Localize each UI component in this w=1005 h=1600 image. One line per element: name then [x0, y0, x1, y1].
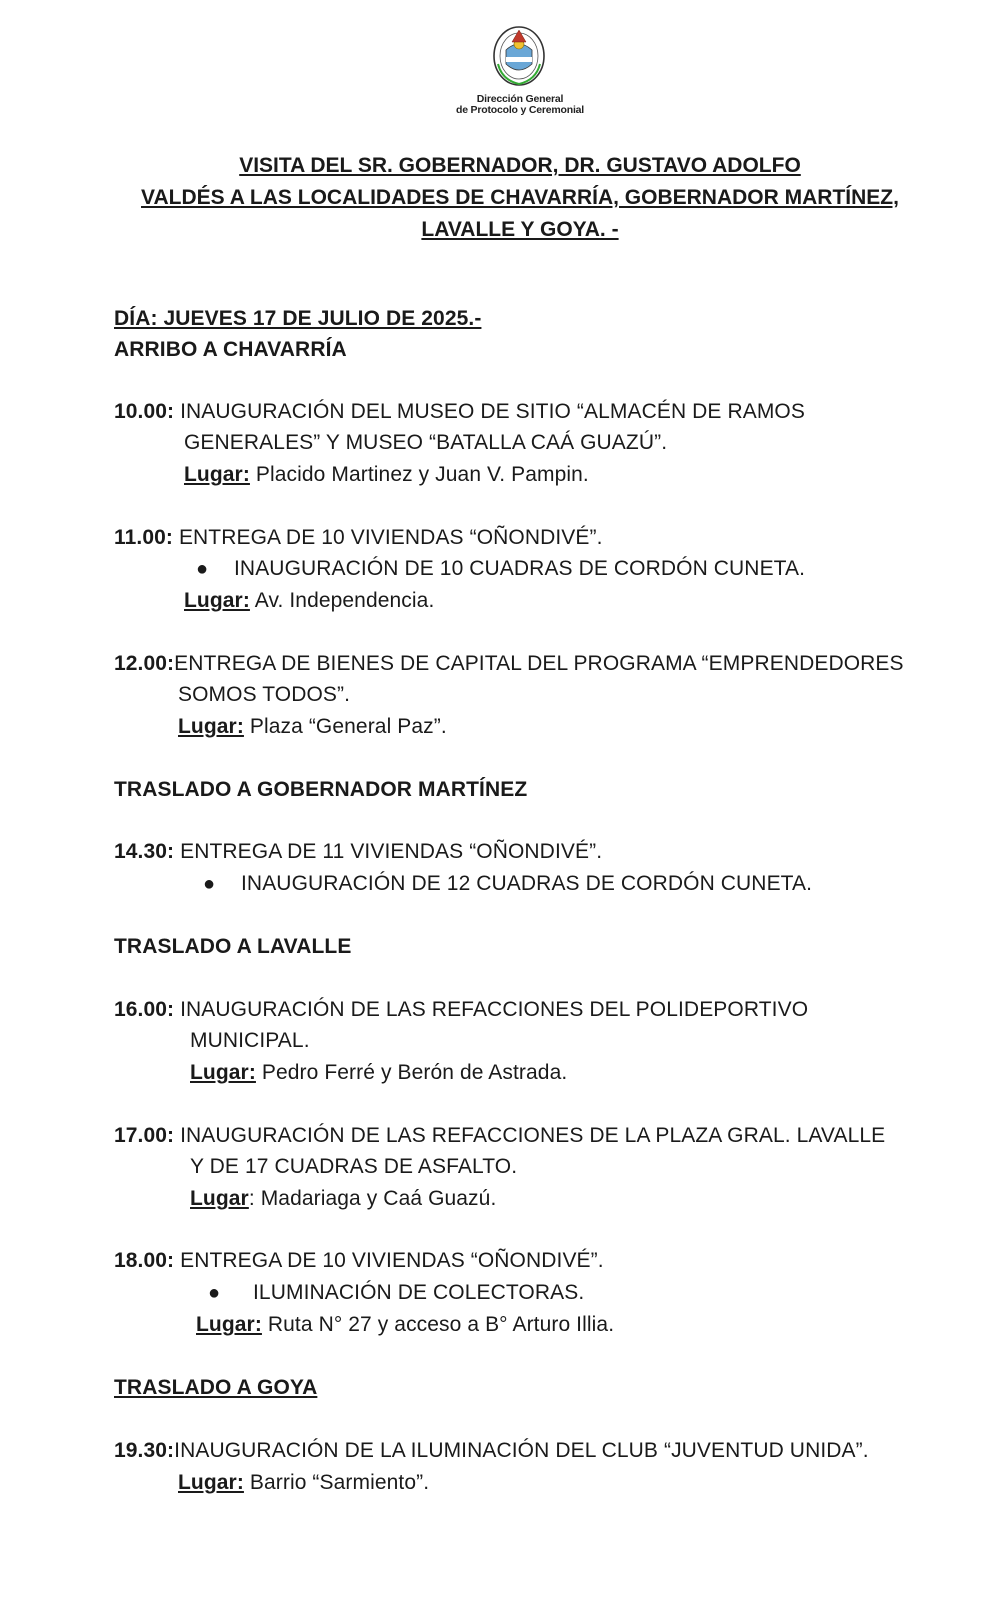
provincial-seal-icon: [490, 20, 548, 88]
document-title: [80, 150, 960, 246]
place-value: Pedro Ferré y Berón de Astrada.: [261, 1061, 568, 1084]
transfer-martinez-heading: TRASLADO A GOBERNADOR MARTÍNEZ: [114, 778, 528, 801]
event-time: 14.30:: [114, 840, 175, 863]
event-1700-line-1: [114, 1124, 885, 1148]
place-label: Lugar:: [184, 463, 250, 486]
event-1200-line-2: SOMOS TODOS”.: [178, 683, 351, 706]
event-1700-line-2: Y DE 17 CUADRAS DE ASFALTO.: [190, 1155, 518, 1178]
event-description: INAUGURACIÓN DEL MUSEO DE SITIO “ALMACÉN DE RAMOS: [180, 400, 805, 423]
event-time: 17.00:: [114, 1124, 175, 1147]
event-description: INAUGURACIÓN DE LA ILUMINACIÓN DEL CLUB “JUVENTUD UNIDA”.: [174, 1439, 869, 1462]
event-1200-line-1: [114, 652, 904, 676]
title-line-2: VALDÉS A LAS LOCALIDADES DE CHAVARRÍA, GOBERNADOR MARTÍNEZ,: [141, 186, 899, 209]
event-time: 19.30:: [114, 1439, 175, 1462]
place-label: Lugar:: [190, 1061, 256, 1084]
event-time: 12.00:: [114, 652, 175, 675]
bullet-icon: ●: [208, 1282, 221, 1304]
arrival-heading: ARRIBO A CHAVARRÍA: [114, 338, 347, 361]
place-label: Lugar:: [196, 1313, 262, 1336]
office-line-1: Dirección General: [476, 93, 564, 105]
event-description: INAUGURACIÓN DE LAS REFACCIONES DEL POLIDEPORTIVO: [180, 998, 809, 1021]
transfer-lavalle-heading: TRASLADO A LAVALLE: [114, 935, 352, 958]
place-label: Lugar:: [178, 715, 244, 738]
event-1100-bullet: INAUGURACIÓN DE 10 CUADRAS DE CORDÓN CUNETA.: [234, 557, 806, 580]
event-1000-line-2: GENERALES” Y MUSEO “BATALLA CAÁ GUAZÚ”.: [184, 431, 668, 454]
place-value: : Madariaga y Caá Guazú.: [248, 1187, 497, 1210]
office-line-2: de Protocolo y Ceremonial: [455, 104, 585, 116]
title-line-3: LAVALLE Y GOYA. -: [421, 218, 619, 241]
event-1600-place: [190, 1061, 567, 1085]
bullet-icon: ●: [203, 873, 216, 895]
event-1700-place: [190, 1187, 496, 1211]
event-1000-place: [184, 463, 589, 487]
place-value: Barrio “Sarmiento”.: [249, 1471, 430, 1494]
event-1930-line-1: [114, 1439, 869, 1463]
event-description: INAUGURACIÓN DE LAS REFACCIONES DE LA PLAZA GRAL. LAVALLE: [180, 1124, 886, 1147]
bullet-icon: ●: [196, 558, 209, 580]
event-1430-bullet: INAUGURACIÓN DE 12 CUADRAS DE CORDÓN CUNETA.: [241, 872, 813, 895]
place-value: Plaza “General Paz”.: [249, 715, 447, 738]
event-time: 16.00:: [114, 998, 175, 1021]
place-label: Lugar:: [184, 589, 250, 612]
event-description: ENTREGA DE 10 VIVIENDAS “OÑONDIVÉ”.: [178, 526, 603, 549]
event-time: 18.00:: [114, 1249, 175, 1272]
event-1800-place: [196, 1313, 614, 1337]
event-1600-line-1: [114, 998, 808, 1022]
title-line-1: VISITA DEL SR. GOBERNADOR, DR. GUSTAVO ADOLFO: [239, 154, 801, 177]
protocol-office-label: [420, 94, 620, 116]
event-1200-place: [178, 715, 447, 739]
transfer-goya-heading: TRASLADO A GOYA: [114, 1376, 318, 1399]
event-description: ENTREGA DE BIENES DE CAPITAL DEL PROGRAMA “EMPRENDEDORES: [174, 652, 904, 675]
event-1930-place: [178, 1471, 429, 1495]
event-description: ENTREGA DE 11 VIVIENDAS “OÑONDIVÉ”.: [180, 840, 603, 863]
event-description: ENTREGA DE 10 VIVIENDAS “OÑONDIVÉ”.: [180, 1249, 604, 1272]
place-value: Placido Martinez y Juan V. Pampin.: [255, 463, 589, 486]
day-heading: DÍA: JUEVES 17 DE JULIO DE 2025.-: [114, 307, 482, 330]
place-value: Ruta N° 27 y acceso a B° Arturo Illia.: [267, 1313, 615, 1336]
place-label: Lugar: [190, 1187, 249, 1210]
event-1430-line-1: [114, 840, 602, 864]
event-1100-place: [184, 589, 434, 613]
event-1800-bullet: ILUMINACIÓN DE COLECTORAS.: [253, 1281, 585, 1304]
place-value: Av. Independencia.: [254, 589, 435, 612]
event-time: 11.00:: [114, 526, 173, 549]
event-1000-line-1: [114, 400, 805, 424]
place-label: Lugar:: [178, 1471, 244, 1494]
event-time: 10.00:: [114, 400, 175, 423]
event-1100-line-1: [114, 526, 603, 550]
event-1800-line-1: [114, 1249, 604, 1273]
event-1600-line-2: MUNICIPAL.: [190, 1029, 310, 1052]
